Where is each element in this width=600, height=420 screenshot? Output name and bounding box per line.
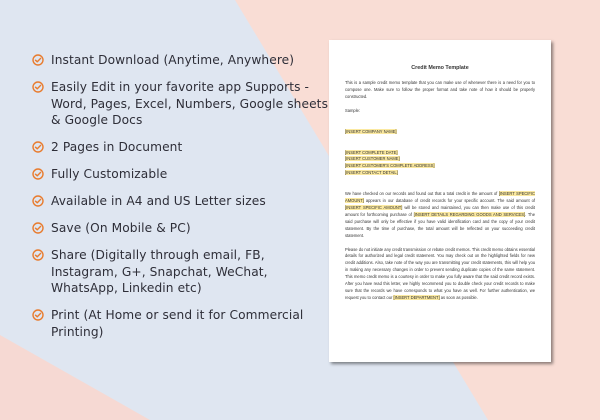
feature-item: [32, 166, 332, 183]
feature-item: [32, 220, 332, 237]
check-circle-icon: [32, 168, 44, 180]
check-circle-icon: [32, 195, 44, 207]
feature-list: [32, 52, 332, 351]
text: . The said purchase will only be effective if you have valid identification card and the copy of your credit statement. By the time of purchase, the total amount will be reflected on your succeeding credit statement.: [345, 211, 535, 238]
feature-item: [32, 307, 332, 340]
feature-item: [32, 79, 332, 129]
feature-item: [32, 193, 332, 210]
field-placeholder: [INSERT CUSTOMER'S COMPLETE ADDRESS]: [345, 163, 435, 169]
check-circle-icon: [32, 81, 44, 93]
document-paragraph-1: [345, 191, 535, 239]
text: Please do not initiate any credit transmission or rebate credit memos. This credit memo obtains essential details for authorized and legal credit statement. You may check out on the highlighted fields for new credit additions. Also, take note of the way you are transmitting your credit statements, this will help you in making any necessary changes in order to prevent sending duplicate copies of the same statement. This memo credit memo is a courtesy in order to make you fully aware that the said credit record exists. After you have read this letter, we highly recommend you to double check your credit records to make sure that the records we have corresponds to what you have as well. For further authentication, we request you to contact our: [345, 246, 535, 300]
feature-text: 2 Pages in Document: [51, 140, 183, 154]
sample-label: Sample:: [345, 107, 361, 113]
placeholder: [INSERT SPECIFIC AMOUNT]: [345, 204, 403, 210]
placeholder: [INSERT DEPARTMENT]: [393, 294, 440, 300]
field-placeholders: [345, 150, 535, 178]
check-circle-icon: [32, 222, 44, 234]
placeholder: [INSERT DETAILS REGARDING GOODS AND SERVICES]: [413, 211, 526, 217]
feature-item: [32, 247, 332, 297]
feature-text: Instant Download (Anytime, Anywhere): [51, 53, 295, 67]
text: appears in our database of credit records for your specific account. The said amount of: [363, 198, 535, 204]
check-circle-icon: [32, 249, 44, 261]
company-placeholder: [INSERT COMPANY NAME]: [345, 128, 397, 134]
check-circle-icon: [32, 309, 44, 321]
field-placeholder: [INSERT CONTACT DETAIL]: [345, 170, 398, 176]
feature-text: Fully Customizable: [51, 167, 168, 181]
document-preview: [329, 40, 551, 362]
feature-item: [32, 52, 332, 69]
feature-text: Easily Edit in your favorite app Supports - Word, Pages, Excel, Numbers, Google sheets & Google Docs: [51, 80, 329, 127]
feature-text: Print (At Home or send it for Commercial Printing): [51, 308, 304, 339]
document-title: Credit Memo Template: [411, 65, 469, 71]
text: will be stored and maintained, you can then make use of this credit amount for forthcoming purchase of: [345, 204, 535, 217]
feature-text: Available in A4 and US Letter sizes: [51, 194, 266, 208]
feature-text: Save (On Mobile & PC): [51, 221, 191, 235]
document-intro: This is a sample credit memo template that you can make use of whenever there is a need for you to compose one. Make sure to follow the proper format and take note of how it should be properly constructed.: [345, 80, 535, 99]
document-paragraph-2: [345, 247, 535, 302]
text: We have checked on our records and found out that a total credit in the amount of: [345, 191, 499, 197]
check-circle-icon: [32, 141, 44, 153]
placeholder: [INSERT SPECIFIC AMOUNT]: [345, 191, 535, 204]
field-placeholder: [INSERT COMPLETE DATE]: [345, 149, 398, 155]
field-placeholder: [INSERT CUSTOMER NAME]: [345, 156, 400, 162]
feature-item: [32, 139, 332, 156]
check-circle-icon: [32, 54, 44, 66]
feature-text: Share (Digitally through email, FB, Instagram, G+, Snapchat, WeChat, WhatsApp, Linkedin etc): [51, 248, 268, 295]
text: as soon as possible.: [439, 294, 478, 300]
